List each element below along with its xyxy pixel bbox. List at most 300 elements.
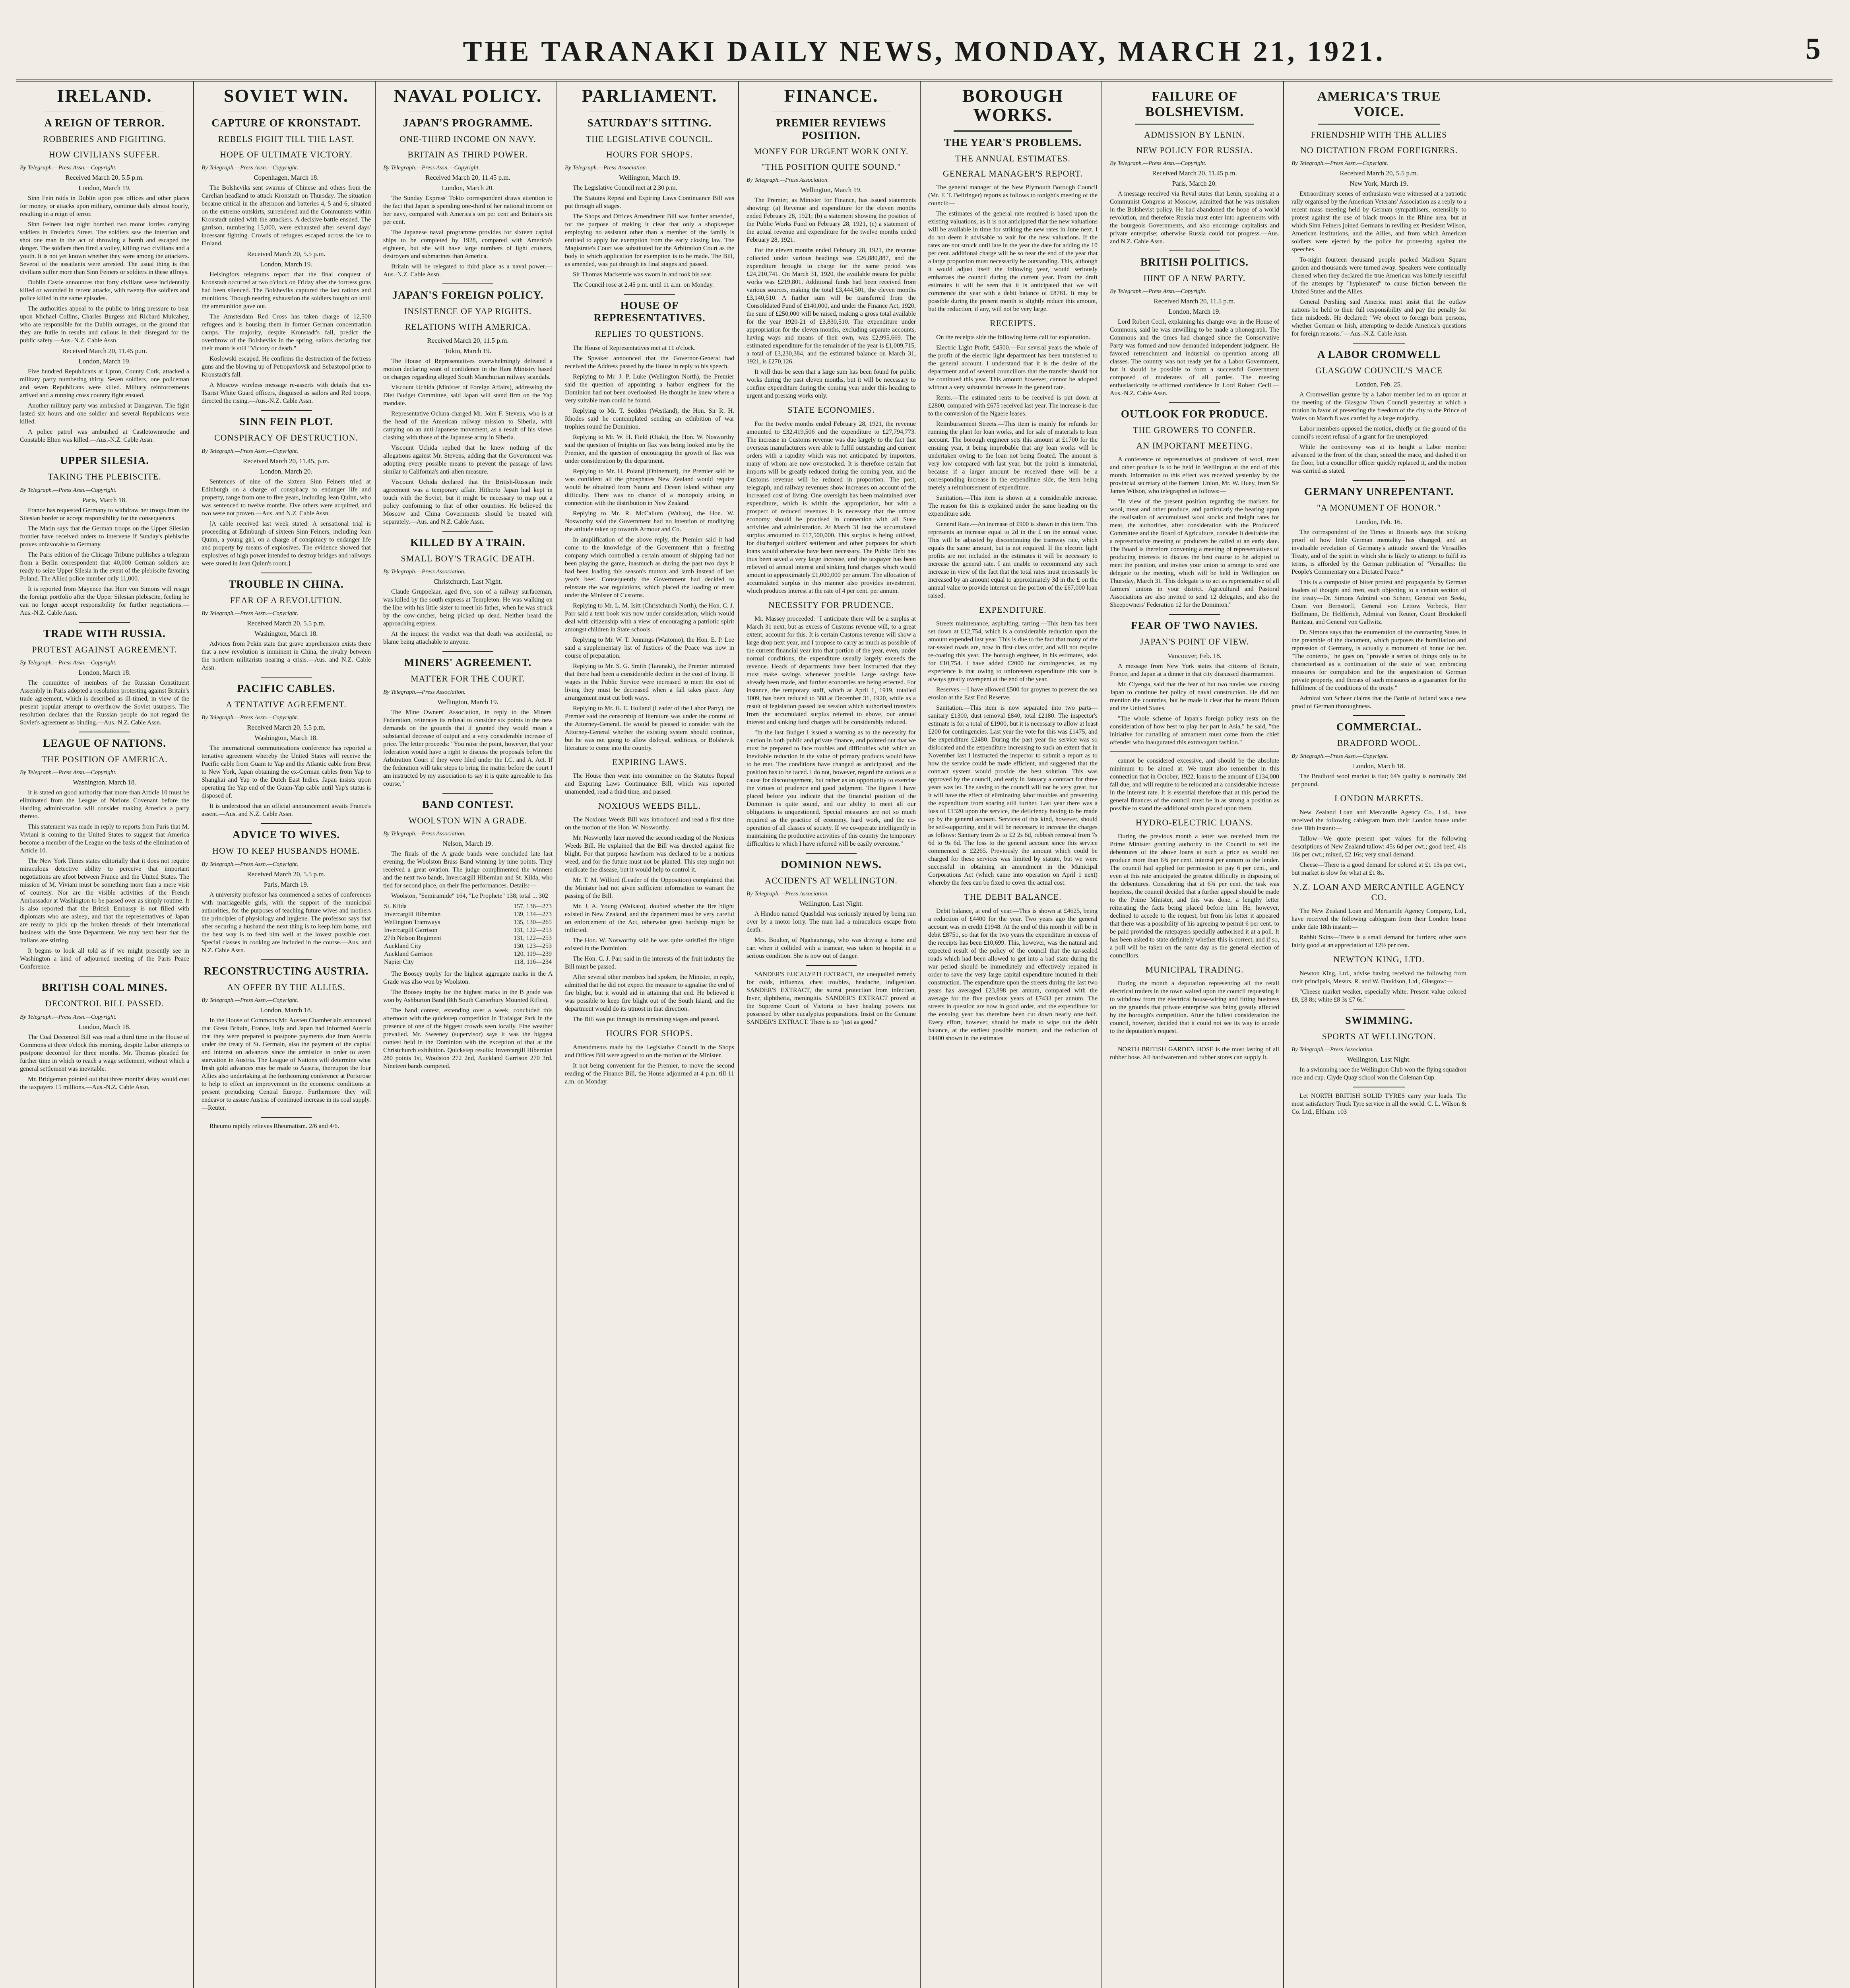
subheadline: ACCIDENTS AT WELLINGTON. (765, 876, 898, 885)
article-paragraph: Replying to Mr. S. G. Smith (Taranaki), the Premier intimated that there had been a considerable decline in the cost of living. If wages in the Public Service were increased to meet the cost of living they must be decreased when a fall takes place. Any arrangement must cut both ways. (565, 662, 734, 701)
subheadline: LONDON MARKETS. (1334, 793, 1423, 804)
article-paragraph: The Legislative Council met at 2.30 p.m. (573, 184, 677, 192)
article-paragraph: The committee of members of the Russian Constituent Assembly in Paris adopted a resolution protesting against Britain's trade agreement, which is described as ill-timed, in view of the present popular attempt to overthrow the Soviet usurpers. The resolution declares that the Russian people do not regard the Soviet's agreement as binding.—Aus.-N.Z. Cable Assn. (20, 679, 189, 726)
article-paragraph: A Cromwellian gesture by a Labor member led to an uproar at the meeting of the Glasgow Town Council yesterday at which a motion in favor of presenting the freedom of the city to the Prince of Wales on March 8 was carried by a large majority. (1292, 391, 1466, 422)
headline: SWIMMING. (1345, 1014, 1413, 1026)
received-line: Received March 20, 5.5 p.m. (247, 250, 326, 258)
received-line: Received March 20, 11.45 p.m. (1152, 169, 1237, 177)
subheadline: BRITAIN AS THIRD POWER. (407, 149, 528, 159)
divider (1353, 715, 1405, 716)
band-score: 139, 134—273 (514, 911, 552, 918)
byline: By Telegraph.—Press Association. (747, 891, 829, 897)
article-paragraph: France has requested Germany to withdraw her troops from the Silesian border or accept responsibility for the consequences. (20, 507, 189, 522)
subheadline: THE ANNUAL ESTIMATES. (955, 153, 1070, 163)
received-line: Received March 20, 5.5 p.m. (1340, 169, 1418, 177)
article-paragraph: On the receipts side the following items call for explanation. (936, 334, 1090, 341)
received-line: Received March 20, 5.5 p.m. (65, 174, 144, 182)
article-paragraph: It begins to look all told as if we might presently see in Washington a kind of adjourned meeting of the Paris Peace Conference. (20, 947, 189, 971)
column-2 (198, 82, 376, 1988)
article-paragraph: Mr. J. A. Young (Waikato), doubted whether the fire blight existed in New Zealand, and the department must be very careful on enforcement of the Act, otherwise great hardship might be inflicted. (565, 903, 734, 934)
article-paragraph: Lord Robert Cecil, explaining his change over in the House of Commons, said he was unwilling to be made a phonograph. The Commons and the times had changed since the Conservative Party was formed and now demanded independent judgment. He favored retrenchment and industrial co-operation among all classes. The country was not ready yet for a Labor Government, but it should be possible to form a successful Government composed of moderates of all parties. The meeting enthusiastically re-affirmed confidence in Lord Robert Cecil.—Aus.-N.Z. Cable Assn. (1110, 318, 1279, 397)
article-paragraph: The authorities appeal to the public to bring pressure to bear upon Michael Collins, Charles Burgess and Richard Mulcahey, who are responsible for the Dublin outrages, on the ground that they are futile in results and callous in their disregard for the public safety.—Aus.-N.Z. Cable Assn. (20, 305, 189, 344)
subheadline: A REIGN OF TERROR. (44, 117, 165, 129)
article-paragraph: Sanitation.—This item is now separated into two parts—sanitary £1300, dust removal £840, total £2180. The inspector's estimate is for a total of £1900, but it is necessary to allow at least £200 for contingencies. Last year the vote for this was £1475, and the expenditure £2480. During the past year the service was so dislocated and the expenditure increasing to such an extent that in November last I instructed the inspector to submit a report as to how the service could be made efficient, and suggested that the contract system would provide the best solution. This was approved by the council, and early in January a contract for three years was let. The saving to the council will not be very great, but it will have the effect of eliminating labor troubles and preventing the expenditure from soaring still further. Last year there was a loss of £1320 upon the service, the deficiency having to be made up by the general account. Services of this kind, however, should be self-supporting, and it will be necessary to increase the charges as follows: Sanitary from 2s to £2 2s 6d, rubbish removal from 7s 6d to 9s 6d. The loss to the general account since this service commenced is £2265. Previously the amount which could be charged for these services was limited by statute, but we were successful in obtaining an amendment in the Municipal Corporations Act (which came into operation on April 1 next) whereby the fees can be fixed to cover the actual cost. (928, 705, 1098, 887)
article-paragraph: Cheese—There is a good demand for colored at £1 13s per cwt., but market is slow for what at £1 8s. (1292, 861, 1466, 876)
headline: UPPER SILESIA. (60, 454, 149, 467)
headline: DOMINION NEWS. (780, 858, 882, 870)
article-paragraph: The Speaker announced that the Governor-General had received the Address passed by the House in reply to his speech. (565, 355, 734, 370)
headline: IRELAND. (57, 85, 152, 106)
received-line: Received March 20, 11.5 p.m. (1154, 297, 1235, 305)
subheadline: GLASGOW COUNCIL'S MACE (1315, 365, 1443, 376)
article-paragraph: Britain will be relegated to third place as a naval power.—Aus.-N.Z. Cable Assn. (383, 263, 553, 278)
subheadline: HYDRO-ELECTRIC LOANS. (1136, 817, 1253, 827)
divider (1353, 343, 1405, 344)
subheadline: NEW POLICY FOR RUSSIA. (1136, 145, 1253, 155)
byline: By Telegraph.—Press Assn.—Copyright. (383, 165, 480, 171)
dateline: London, Feb. 25. (1356, 381, 1402, 388)
article-paragraph: The Boosey trophy for the highest aggregate marks in the A Grade was also won by Woolston. (383, 971, 553, 986)
article-paragraph: For the eleven months ended February 28, 1921, the revenue collected under various headings was £26,880,887, and the expenditure brought to charge for the same period was £24,210,741. On March 31, 1920, the available means for public works was £219,801. Additional funds had been received from various sources, making the total £3,444,501, the eleven months £3,140,510. A further sum will be transferred from the Consolidated Fund of £140,000, and under the Finance Act, 1920, the sum of £250,000 will be raised, making a gross total available for the year 1920-21 of £3,830,510. The expenditure under appropriation for the eleven months, excluding separate accounts, having ways and means of their own, was £2,995,669. The estimated expenditure for the remainder of the year is £1,009,715, a total of £3,230,384, and the estimated balance on March 31, 1921, is £270,126. (747, 247, 916, 365)
columns (16, 82, 1833, 1988)
article-paragraph: The band contest, extending over a week, concluded this afternoon with the quickstep competition in Trafalgar Park in the presence of one of the biggest crowds seen locally. Fine weather prevailed. Mr. Sweeney (supervisor) says it was the biggest contest held in the Dominion with the exception of that at the Christchurch exhibition. Quickstep results: Invercargill Hibernian 280 points 1st, Woolston 272 2nd, Auckland Garrison 270 3rd. Nineteen bands competed. (383, 1007, 553, 1070)
article-paragraph: Sir Thomas Mackenzie was sworn in and took his seat. (573, 271, 713, 278)
dateline: Wellington, March 19. (619, 174, 680, 182)
band-name: Invercargill Garrison (384, 927, 438, 934)
column-4 (561, 82, 739, 1988)
article-paragraph: A Hindoo named Quashdal was seriously injured by being run over by a motor lorry. The man had a miraculous escape from death. (747, 911, 916, 934)
advertisement: NORTH BRITISH GARDEN HOSE is the most lasting of all rubber hose. All hardwaremen and rubber stores can supply it. (1110, 1046, 1279, 1061)
subheadline: THE DEBIT BALANCE. (964, 892, 1062, 902)
article-paragraph: Amendments made by the Legislative Council in the Shops and Offices Bill were agreed to on the motion of the Minister. (565, 1044, 734, 1059)
byline: By Telegraph.—Press Assn.—Copyright. (202, 861, 299, 868)
band-score: 157, 136—273 (514, 903, 552, 910)
subheadline: THE YEAR'S PROBLEMS. (944, 136, 1082, 148)
article-paragraph: [A cable received last week stated: A sensational trial is proceeding at Edinburgh of sixteen Sinn Feiners, including Jean Quinn, a young girl, on a charge of conspiracy to endanger life and property by means of explosives. The evidence showed that explosives of high power intended to destroy bridges and railways were stored in Jean Quinn's room.] (202, 520, 371, 567)
article-paragraph: To-night fourteen thousand people packed Madison Square garden and thousands were turned away. Speakers were continually cheered when they declared the true American was bitterly resentful of the attempts by "hyphenated" to cause friction between the United States and the Allies. (1292, 256, 1466, 295)
byline: By Telegraph.—Press Association. (383, 831, 465, 837)
article-paragraph: The Coal Decontrol Bill was read a third time in the House of Commons at three o'clock this morning, despite Labor attempts to postpone decontrol for three months. Mr. Thomas pleaded for further time in which to reach a wage settlement, without which a general settlement was inevitable. (20, 1033, 189, 1072)
divider (261, 410, 312, 411)
advertisement: SANDER'S EUCALYPTI EXTRACT, the unequalled remedy for colds, influenza, chest troubles, headache, indigestion. SANDER'S EXTRACT, the surest protection from infection, fever, diphtheria, meningitis. SANDER'S EXTRACT proved at the Supreme Court of Victoria to have healing powers not possessed by other eucalyptus preparations. Insist on the Genuine SANDER'S EXTRACT. There is no "just as good." (747, 971, 916, 1026)
headline: SINN FEIN PLOT. (239, 415, 333, 428)
dateline: London, March 18. (78, 1023, 131, 1031)
article-paragraph: Replying to Mr. H. E. Holland (Leader of the Labor Party), the Premier said the censorship of literature was under the control of the Attorney-General. He would be pleased to consider with the Attorney-General whether the existing system should continue, but he was not going to allow disloyal, seditious, or Bolshevik literature to come into the country. (565, 705, 734, 751)
masthead (16, 16, 1833, 72)
table-row (383, 950, 553, 958)
article-paragraph: Replying to Mr. L. M. Isitt (Christchurch North), the Hon. C. J. Parr said a text book was now under consideration, which would deal with citizenship with a view of encouraging a patriotic spirit amongst children in State schools. (565, 602, 734, 633)
headline: AMERICA'S TRUE VOICE. (1317, 89, 1441, 120)
dateline: London, Feb. 16. (1356, 518, 1402, 526)
subheadline: PROTEST AGAINST AGREEMENT. (32, 644, 177, 654)
article-paragraph: The Paris edition of the Chicago Tribune publishes a telegram from a Berlin correspondent that 40,000 German soldiers are ready to seize Upper Silesia in the event of the plebiscite favoring Poland. The Allied police number only 11,000. (20, 551, 189, 582)
subheadline: "A MONUMENT OF HONOR." (1317, 503, 1441, 513)
headline: JAPAN'S FOREIGN POLICY. (392, 289, 544, 301)
dateline: Washington, March 18. (254, 630, 318, 637)
byline: By Telegraph.—Press Assn.—Copyright. (20, 487, 117, 493)
dateline: London, March 18. (260, 1006, 312, 1014)
dateline: Washington, March 18. (73, 779, 136, 786)
divider (1169, 250, 1220, 251)
band-score: 135, 130—265 (514, 919, 552, 926)
article-paragraph: Replying to Mr. J. P. Luke (Wellington North), the Premier said the question of appointing a harbor engineer for the Dominion had not been overlooked. He thought he knew where a very suitable man could be found. (565, 373, 734, 404)
article-paragraph: Mr. T. M. Wilford (Leader of the Opposition) complained that the Minister had not given sufficient information to warrant the passing of the Bill. (565, 877, 734, 900)
divider (261, 959, 312, 960)
divider (954, 130, 1072, 132)
headline: HOUSE OF REPRESENTATIVES. (593, 299, 706, 324)
article-paragraph: Admiral von Scheer claims that the Battle of Jutland was a new proof of German thoroughness. (1292, 695, 1466, 710)
subheadline: NOXIOUS WEEDS BILL. (598, 801, 701, 811)
headline: NAVAL POLICY. (394, 85, 542, 106)
article-paragraph: For the twelve months ended February 28, 1921, the revenue amounted to £32,419,506 and the expenditure to £27,794,773. The increase in Customs revenue was due largely to the fact that overseas manufacturers were able to fulfil outstanding and current orders with a rapidity which was not anticipated by importers, many of whom are now overstocked. It is therefore certain that imports will be greatly reduced during the coming year, and the Customs revenue will be reduced in proportion. The post, telegraph, and railway revenues show increases on account of the increased cost of living. One oversight has been maintained over expenditure, which is within the appropriation, but with a prospect of reduced revenues it is necessary that the utmost economy should be practised in connection with all State activities and administration. At March 31 last the accumulated surplus amounted to £17,500,000. This surplus is being utilised, for discharged soldiers' settlement and other purposes for which loans would otherwise have been necessary. The Public Debt has thus been saved a very large increase, and the taxpayer has been relieved of annual interest and sinking fund charges which would amount to approximately £1,000,000 per annum. The allocation of accumulated surplus in this manner also provides investment, which produces interest at the rate of 4 per cent. per annum. (747, 420, 916, 594)
divider (261, 677, 312, 678)
article-paragraph: The Bill was put through its remaining stages and passed. (573, 1016, 719, 1023)
article-paragraph: Five hundred Republicans at Upton, County Cork, attacked a military party numbering thirty. Seven soldiers, one policeman and seven Republicans were killed. Military reinforcements arrived and a running cross country fight ensued. (20, 368, 189, 399)
results-table (383, 903, 553, 966)
subheadline: ONE-THIRD INCOME ON NAVY. (399, 134, 536, 144)
article-paragraph: Tallow—We quote present spot values for the following descriptions of New Zealand tallow: 45s 6d per cwt.; good beef, 41s 16s per cwt.; mixed, £2 16s; very small demand. (1292, 835, 1466, 858)
headline: BRITISH POLITICS. (1140, 256, 1249, 268)
byline: By Telegraph.—Press Assn.—Copyright. (1110, 288, 1207, 295)
article-paragraph: Viscount Uchida declared that the British-Russian trade agreement was a temporary affair. Hitherto Japan had kept in touch with the Soviet, but it might be necessary to map out a policy conforming to that of other countries. He believed the Moscow and China Governments should be treated with separately.—Aus. and N.Z. Cable Assn. (383, 478, 553, 525)
subheadline: ADMISSION BY LENIN. (1144, 130, 1245, 140)
article-paragraph: The Shops and Offices Amendment Bill was further amended, for the purpose of making it clear that only a shopkeeper employing no assistant other than a member of the family is entitled to apply for exemption from the early closing law. The Magistrate's Court was substituted for the Arbitration Court as the body to which application for exemption is to be made. The Bill, as amended, was put through its final stages and passed. (565, 213, 734, 268)
band-name: St. Kilda (384, 903, 407, 910)
article-paragraph: Sinn Feiners last night bombed two motor lorries carrying soldiers in Frederick Street. The soldiers saw the intention and shot one man in the act of throwing a bomb and escaped the danger. The soldiers then fired a volley, killing two civilians and a youth. It is not yet known whether they were among the attackers. Several of the assailants were arrested. The usual thing is that civilians suffer more than Sinn Feiners or soldiers in these affrays. (20, 221, 189, 276)
article-paragraph: The Bradford wool market is flat; 64's quality is nominally 39d per pound. (1292, 773, 1466, 788)
dateline: Wellington, Last Night. (799, 900, 863, 908)
article-paragraph: Debit balance, at end of year.—This is shown at £4625, being a reduction of £4400 for the year. Two years ago the general account was in credit £1948. At the end of this month it will be in debit £8751, so that for the two years the expenditure in excess of the receipts has been £10,699. This, however, was the natural and expected result of the policy of the council that the tar-sealed roads which had been allowed to get into a bad state during the war period should be immediately and effectively repaired in order to save the very large capital expenditure incurred in their construction. The expenditure upon the streets during the last two years has averaged £23,898 per annum, compared with the average for the five previous years of £7433 per annum. The streets in question are now in good order, and the expenditure for the ensuing year has therefore been cut down nearly one half. Every effort, however, should be made to wipe out the debit balance, at the earliest possible moment, and the reduction of £4400 shown in the estimates (928, 907, 1098, 1042)
subheadline: FRIENDSHIP WITH THE ALLIES (1311, 130, 1447, 140)
article-paragraph: It is stated on good authority that more than Article 10 must be eliminated from the League of Nations Covenant before the Harding administration will consider making America a party thereto. (20, 789, 189, 820)
divider (806, 853, 857, 854)
article-paragraph: In a swimming race the Wellington Club won the flying squadron race and cup. Clyde Quay school won the Coleman Cup. (1292, 1066, 1466, 1081)
divider (442, 283, 493, 284)
article-paragraph: Sentences of nine of the sixteen Sinn Feiners tried at Edinburgh on a charge of conspiracy to endanger life and property, range from one to five years, including Jean Quinn, who was sentenced to twelve months. Five others were acquitted, and two were not proven.—Aus. and N.Z. Cable Assn. (202, 478, 371, 517)
article-paragraph: Another military party was ambushed at Dangarvan. The fight lasted six hours and one soldier and several Republicans were killed. (20, 402, 189, 425)
article-paragraph: It is understood that an official announcement awaits France's assent.—Aus. and N.Z. Cable Assn. (202, 803, 371, 818)
article-paragraph: It not being convenient for the Premier, to move the second reading of the Finance Bill, the House adjourned at 4 p.m. till 11 a.m. on Monday. (565, 1062, 734, 1085)
headline: PACIFIC CABLES. (237, 682, 335, 694)
article-paragraph: The House of Representatives met at 11 o'clock. (573, 344, 696, 351)
column-7 (1106, 82, 1284, 1988)
received-line: Received March 20, 11.45 p.m. (62, 347, 147, 355)
column-6 (924, 82, 1102, 1988)
article-paragraph: After several other members had spoken, the Minister, in reply, admitted that he did not expect the measure to signalise the end of fire blight, but it would aid in attaining that end. He believed it was possible to keep fire blight out of the South Island, and the department would do its utmost in that direction. (565, 974, 734, 1013)
subheadline: FEAR OF A REVOLUTION. (230, 595, 343, 605)
byline: By Telegraph.—Press Association. (747, 177, 829, 184)
divider (79, 622, 130, 623)
column-1 (16, 82, 194, 1988)
divider (1169, 614, 1220, 615)
article-paragraph: In amplification of the above reply, the Premier said it had come to the knowledge of the Government that a freezing company which controlled a certain amount of shipping had not been playing the game, inasmuch as during the past two days it had been loading this season's mutton and lamb instead of last year's beef. Consequently the Government had decided to reinstate the war regulations, which placed the loading of meat under the Minister of Customs. (565, 536, 734, 599)
table-row (383, 918, 553, 926)
subheadline: THE LEGISLATIVE COUNCIL. (586, 134, 714, 144)
dateline: Wellington, March 19. (801, 186, 862, 194)
article-paragraph: "In the last Budget I issued a warning as to the necessity for caution in both public and private finance, and pointed out that we must be prepared to face troubles and difficulties with which an inevitable reduction in the value of primary products would have to be met. The conditions have changed as anticipated, and the position has to be faced. I do not, however, regard the outlook as a cause for discouragement, but rather as an opportunity to exercise the virtues of prudence and good judgment. The figures I have placed before you indicate that the financial position of the Dominion is quite sound, and our ability to meet all our obligations is unquestioned. Special measures are not so much required as the practice of economy, hard work, and the co-operation of all classes of society. If we co-operate intelligently in maintaining the productive activities of this country the temporary difficulties to which I have referred will be easily overcome." (747, 729, 916, 847)
headline: RECONSTRUCTING AUSTRIA. (204, 965, 369, 977)
article-paragraph: The Mine Owners' Association, in reply to the Miners' Federation, reiterates its refusal to consider six points in the new demands on the grounds that if granted they would mean a substantial decrease of output and a very considerable increase of price. The letter proceeds: "You raise the point, however, that your federation would have a right to discuss the proposals before the Arbitration Court if they were filed under the I.C. and A. Act. If the federation will take steps to bring the matter before the court I am instructed by my association to say it is quite agreeable to this course." (383, 709, 553, 787)
headline: OUTLOOK FOR PRODUCE. (1121, 408, 1268, 420)
byline: By Telegraph.—Press Assn.—Copyright. (202, 448, 299, 454)
subheadline: CONSPIRACY OF DESTRUCTION. (214, 433, 358, 443)
divider (227, 111, 345, 112)
headline: GERMANY UNREPENTANT. (1304, 485, 1454, 498)
article-paragraph: Reimbursement Streets.—This item is mainly for refunds for running the plant for loan works, and for sale of materials to loan account. The borough engineer sets this amount at £1700 for the ensuing year, it being improbable that any loan works will be undertaken owing to the loan not being floated. The amount is very low compared with last year, but the point is immaterial, because if a larger amount be received there will be a corresponding increase in the expenditure side, the item being merely a reimbursement of expenditure. (928, 420, 1098, 491)
article-paragraph: The Statutes Repeal and Expiring Laws Continuance Bill was put through all stages. (565, 195, 734, 210)
dateline: Paris, March 19. (264, 880, 309, 888)
subheadline: WOOLSTON WIN A GRADE. (408, 815, 527, 825)
headline: KILLED BY A TRAIN. (410, 536, 526, 548)
article-paragraph: The Premier, as Minister for Finance, has issued statements showing: (a) Revenue and expenditure for the eleven months ended February 28, 1921; (b) a statement showing the position of the Public Works Fund on February 28, 1921, (c) a statement of the actual revenue and expenditure for the twelve months ended February 28, 1921. (747, 197, 916, 244)
received-line: Received March 20, 5.5 p.m. (247, 870, 326, 878)
article-paragraph: Advices from Pekin state that grave apprehension exists there that a new revolution is imminent in China, the rivalry between the northern militarists nearing a crisis.—Aus. and N.Z. Cable Assn. (202, 641, 371, 671)
column-8 (1288, 82, 1470, 1988)
article-paragraph: Viscount Uchida (Minister of Foreign Affairs), addressing the Diet Budget Committee, said Japan will stand firm on the Yap mandate. (383, 384, 553, 407)
article-paragraph: The Matin says that the German troops on the Upper Silesian frontier have received orders to intervene if Sunday's plebiscite proves unfavorable to Germany. (20, 525, 189, 548)
article-paragraph: Electric Light Profit, £4500.—For several years the whole of the profit of the electric light department has been transferred to the general account. I understand that it is the desire of the department and of several councillors that the transfer should not be continued this year. This amount however, cannot be adopted without a very substantial increase in the general rate. (928, 344, 1098, 391)
dateline: London, March 20. (442, 184, 494, 192)
article-paragraph: In the House of Commons Mr. Austen Chamberlain announced that Great Britain, France, Italy and Japan had informed Austria that they were prepared to postpone payments due from Austria under the treaty of St. Germain, also the payment of the capital and interest on advances since the armistice in order to avert starvation in Austria. The League of Nations will determine what fresh gold advances may be made to Austria, thereupon the four Allies also undertaking at the forthcoming conference at Portorose to help to effect an improvement in the economic conditions at present prejudicing Central Europe. Furthermore they will endeavor to assure Austria of continued increase in its coal supply.—Reuter. (202, 1017, 371, 1112)
subheadline: INSISTENCE OF YAP RIGHTS. (404, 306, 532, 316)
article-paragraph: Labor members opposed the motion, chiefly on the ground of the council's recent refusal of a grant for the unemployed. (1292, 425, 1466, 441)
subheadline: STATE ECONOMIES. (787, 405, 875, 415)
divider (590, 111, 709, 112)
article-paragraph: While the controversy was at its height a Labor member advanced to the front of the chair, seized the mace, and dashed it on the floor, but a councillor officer quickly replaced it, and the motion was carried as stated. (1292, 444, 1466, 475)
subheadline: REBELS FIGHT TILL THE LAST. (218, 134, 355, 144)
subheadline: HOURS FOR SHOPS. (606, 149, 693, 159)
article-paragraph: The Japanese naval programme provides for sixteen capital ships to be completed by 1928, compared with America's eighteen, but she will have large numbers of light cruisers, destroyers and submarines than America. (383, 229, 553, 260)
article-paragraph: It is reported from Mayence that Herr von Simons will resign the foreign portfolio after the Upper Silesian plebiscite, feeling he can no longer accept responsibility for further negotiations.—Aus.-N.Z. Cable Assn. (20, 585, 189, 616)
byline: By Telegraph.—Press Association. (1292, 1046, 1374, 1053)
page-number: 5 (1805, 32, 1821, 66)
subheadline: SMALL BOY'S TRAGIC DEATH. (401, 553, 535, 563)
headline: FINANCE. (784, 85, 878, 106)
masthead-title: THE TARANAKI DAILY NEWS, MONDAY, MARCH 21, 1921. (463, 35, 1386, 67)
byline: By Telegraph.—Press Assn.—Copyright. (202, 714, 299, 721)
band-score: 131, 122—253 (514, 935, 552, 942)
subheadline: "THE POSITION QUITE SOUND." (761, 161, 901, 172)
subheadline: NECESSITY FOR PRUDENCE. (768, 600, 894, 610)
article-paragraph: The general manager of the New Plymouth Borough Council (Mr. F. T. Bellringer) reports as follows to tonight's meeting of the council:— (928, 184, 1098, 207)
dateline: Vancouver, Feb. 18. (1167, 652, 1222, 660)
article-paragraph: "In view of the present position regarding the markets for wool, meat and other produce, and particularly the bearing upon the realisation of accumulated wool stocks and freight rates for meat, the authorities, after consideration with the Producers' Committee and the Board of Agriculture, consider it desirable that a representative meeting of producers be called at an early date. The Board is therefore convening a meeting of representatives of producing interests to discuss the best course to be adopted to meet the position, and invites your union to arrange to send one delegate to the meeting, which will be held in Wellington on Thursday, March 31. This delegate is to act as representative of all farmers' unions in your district. Agricultural and Pastoral Associations are also invited to send 12 delegates, and also the Sheepowners' Federation 12 for the Dominion." (1110, 498, 1279, 609)
subheadline: HOW CIVILIANS SUFFER. (48, 149, 161, 159)
dateline: Christchurch, Last Night. (433, 578, 502, 586)
article-paragraph: During the month a deputation representing all the retail electrical traders in the town waited upon the council requesting it to withdraw from the electrical house-wiring and fitting business on the grounds that private enterprise was being greatly affected by the borough's competition. After the fullest consideration the council, however, decided that it could not see its way to accede to the deputation's request. (1110, 980, 1279, 1035)
article-paragraph: Mr. Bridgeman pointed out that three months' delay would cost the taxpayers 15 millions.—Aus.-N.Z. Cable Assn. (20, 1076, 189, 1091)
divider (79, 449, 130, 450)
article-paragraph: It will thus be seen that a large sum has been found for public works during the past eleven months, but it will be necessary to confine expenditure during the coming year under this heading to urgent and pressing works only. (747, 369, 916, 400)
subheadline: A TENTATIVE AGREEMENT. (226, 699, 347, 710)
subheadline: AN IMPORTANT MEETING. (1136, 440, 1253, 450)
received-line: Received March 20, 5.5 p.m. (247, 619, 326, 627)
subheadline: HOW TO KEEP HUSBANDS HOME. (212, 846, 360, 856)
divider (1353, 1009, 1405, 1010)
headline: TROUBLE IN CHINA. (229, 578, 344, 590)
byline: By Telegraph.—Press Assn.—Copyright. (20, 1013, 117, 1020)
article-paragraph: The finals of the A grade bands were concluded late last evening, the Woolston Brass Band winning by nine points. They received a great ovation. The judge complimented the winners and the next two bands, Invercargill Hibernian and St. Kilda, who tied for second place, on their fine performances. Details:— (383, 850, 553, 889)
article-paragraph: A message received via Reval states that Lenin, speaking at a Communist Congress at Moscow, admitted that he was mistaken in the Bolshevist policy. He had abandoned the hope of a world revolution, and therefore Russia must enter into agreements with the bourgeois Governments, and also encourage capitalists and private enterprise; otherwise Russia could not progress.—Aus. and N.Z. Cable Assn. (1110, 190, 1279, 245)
article-paragraph: The House of Representatives overwhelmingly defeated a motion declaring want of confidence in the Hara Ministry based on charges regarding alleged South Manchurian railway scandals. (383, 357, 553, 381)
received-line: Received March 20, 11.45 p.m. (425, 174, 510, 182)
article-paragraph: A Moscow wireless message re-asserts with details that ex-Tsarist White Guard officers, disguised as sailors and Red troops, directed the rising.—Aus.-N.Z. Cable Assn. (202, 382, 371, 405)
article-paragraph: During the previous month a letter was received from the Prime Minister granting authority to the Council to sell the debentures of the above loans at such a price as would not produce more than 6¾ per cent. interest per annum to the lender. The council had applied for permission to pay 6 per cent., and even at this rate anticipated the greatest difficulty in disposing of the debentures. Considering that at 6¾ per cent. the task was hopeless, the council decided that a further appeal should be made to the Prime Minister, and this was done, a lengthy letter reiterating the facts being placed before him. He, however, declined to accede to the request, but from his letter it appeared that there was a possibility of his agreeing to permit 6 per cent. to be paid provided the ratepayers specially authorised it at a poll. It has been asked to state definitely whether this is correct, and if so, a poll will be taken on the same day as the general election of councillors. (1110, 833, 1279, 959)
article-paragraph: Replying to Mr. T. Seddon (Westland), the Hon. Sir R. H. Rhodes said he contemplated sending an exhibition of war trophies round the Dominion. (565, 407, 734, 430)
band-name: 27th Nelson Regiment (384, 935, 441, 942)
article-paragraph: The Amsterdam Red Cross has taken charge of 12,500 refugees and is housing them in former German concentration camps. The majority, despite Kronstadt's fall, predict the overthrow of the Bolsheviks in the spring, sailors declaring that their motto is still "Victory or death." (202, 313, 371, 352)
subheadline: RELATIONS WITH AMERICA. (405, 321, 531, 332)
article-paragraph: Streets maintenance, asphalting, tarring.—This item has been set down at £12,754, which is a considerable reduction upon the amount expended last year. This is due to the fact that many of the tar-sealed roads are, now in first-class order, and will not require re-coating this year. The borough engineer, in his estimates, asks for £10,754. I have added £2000 for contingencies, as my experience is that owing to unforeseen expenditure this vote is always greatly overspent at the end of the year. (928, 620, 1098, 683)
dateline: Tokio, March 19. (444, 347, 491, 355)
divider (45, 111, 164, 112)
article-paragraph: cannot be considered excessive, and should be the absolute minimum to be aimed at. We must also remember in this connection that in October, 1922, loans to the amount of £134,000 fall due, and will require to be relocated at a considerable increase in the interest rate. It is essential therefore that at this period the general finances of the council must be in as strong a position as possible to stand the additional strain placed upon them. (1110, 757, 1279, 812)
article-paragraph: Sanitation.—This item is shown at a considerable increase. The reason for this is explained under the same heading on the expenditure side. (928, 494, 1098, 517)
column-5 (743, 82, 921, 1988)
byline: By Telegraph.—Press Association. (565, 165, 647, 171)
headline: ADVICE TO WIVES. (232, 829, 340, 841)
subheadline: HOPE OF ULTIMATE VICTORY. (220, 149, 353, 159)
band-name: Invercargill Hibernian (384, 911, 441, 918)
subheadline: MUNICIPAL TRADING. (1145, 965, 1244, 975)
subheadline: PREMIER REVIEWS POSITION. (776, 117, 886, 142)
divider (79, 976, 130, 977)
byline: By Telegraph.—Press Assn.—Copyright. (202, 610, 299, 617)
subheadline: AN OFFER BY THE ALLIES. (227, 982, 345, 992)
dateline: London, March 18. (1353, 762, 1405, 770)
byline: By Telegraph.—Press Assn.—Copyright. (20, 165, 117, 171)
results-line: Woolston, "Semiramide" 164, "Le Prophete" 138; total ... 302 (391, 893, 549, 900)
byline: By Telegraph.—Press Assn.—Copyright. (20, 769, 117, 776)
subheadline: GENERAL MANAGER'S REPORT. (942, 169, 1083, 179)
headline: PARLIAMENT. (582, 85, 718, 106)
dateline: New York, March 19. (1350, 179, 1408, 187)
article-paragraph: Replying to Mr. H. Poland (Ohinemuri), the Premier said he was confident all the phosphates New Zealand would require would be obtained from Nauru and Ocean Island without any difficulty. There was no chance of a monopoly arising in connection with the distribution in New Zealand. (565, 468, 734, 507)
subheadline: RECEIPTS. (990, 318, 1036, 328)
byline: By Telegraph.—Press Assn.—Copyright. (1292, 160, 1388, 167)
headline: MINERS' AGREEMENT. (404, 656, 532, 669)
byline: By Telegraph.—Press Association. (383, 689, 465, 695)
article-paragraph: The Boosey trophy for the highest marks in the B grade was won by Ashburton Band (8th South Canterbury Mounted Rifles). (383, 989, 553, 1004)
table-row (383, 942, 553, 950)
article-paragraph: Newton King, Ltd., advise having received the following from their principals, Messrs. R. and W. Davidson, Ltd., Glasgow:— (1292, 970, 1466, 985)
subheadline: NO DICTATION FROM FOREIGNERS. (1300, 145, 1458, 155)
article-paragraph: The New York Times states editorially that it does not require miraculous detective ability to perceive that important negotiations are afoot between France and the United States. The mission of M. Viviani must be something more than a mere visit of courtesy. Nor are the visible activities of the French Ambassador at Washington to be passed over as simply routine. It is also reported that the British Embassy is not filled with diplomats who are asleep, and that the representatives of Japan are ready to pick up the broken threads of their international business with the State Department. We may next hear that the Italians are stirring. (20, 858, 189, 944)
divider (442, 793, 493, 794)
article-paragraph: New Zealand Loan and Mercantile Agency Co., Ltd., have received the following cablegram from their London house under date 18th instant:— (1292, 809, 1466, 832)
article-paragraph: Dr. Simons says that the enumeration of the contracting States in the preamble of the document, which purposes the humiliation and repression of Germany, is actually a monument of honor for her. "The contents," he goes on, "provide a series of things only to be characterised as a continuation of the state of war, embracing measures for compulsion and for the sequestration of German private property, and threats of such measures as a guarantee for the fulfilment of the conditions of the treaty." (1292, 629, 1466, 691)
divider (409, 111, 527, 112)
divider (261, 823, 312, 824)
article-paragraph: The Hon. W. Nosworthy said he was quite satisfied fire blight existed in the Dominion. (565, 937, 734, 952)
band-name: Auckland City (384, 943, 421, 950)
dateline: Paris, March 20. (1172, 179, 1217, 187)
article-paragraph: The New Zealand Loan and Mercantile Agency Company, Ltd., have received the following cablegram from their London house under date 18th instant:— (1292, 908, 1466, 931)
subheadline: JAPAN'S PROGRAMME. (403, 117, 533, 129)
divider (1135, 124, 1254, 125)
subheadline: SATURDAY'S SITTING. (587, 117, 712, 129)
table-row (383, 934, 553, 942)
subheadline: SPORTS AT WELLINGTON. (1322, 1031, 1436, 1041)
subheadline: REPLIES TO QUESTIONS. (595, 329, 704, 339)
divider (772, 111, 890, 112)
article-paragraph: At the inquest the verdict was that death was accidental, no blame being attachable to anyone. (383, 631, 553, 646)
divider (442, 651, 493, 652)
article-paragraph: Replying to Mr. W. T. Jennings (Waitomo), the Hon. E. P. Lee said a supplementary list of Justices of the Peace was now in course of preparation. (565, 636, 734, 659)
article-paragraph: This is a composite of bitter protest and propaganda by German leaders of thought and men, each objecting to a certain section of the treaty—Dr. Simons Admiral von Scheer, General von Seekt, Count von Bernstorff, General von Lettow Vorbeck, Herr Hoffmann, Dr. Helfferich, Admiral von Reuter, Count Brockdorff Rantzau, and General von Gallwitz. (1292, 579, 1466, 625)
article-paragraph: The Council rose at 2.45 p.m. until 11 a.m. on Monday. (573, 282, 714, 289)
article-paragraph: Replying to Mr. R. McCallum (Wairau), the Hon. W. Nosworthy said the Government had no intention of modifying the attitude taken up towards Armour and Co. (565, 510, 734, 533)
byline: By Telegraph.—Press Assn.—Copyright. (202, 997, 299, 1004)
article-paragraph: Koslowski escaped. He confirms the destruction of the fortress guns and the blowing up of Petropavlovsk and Sebastopol prior to Kronstadt's fall. (202, 355, 371, 379)
dateline: Wellington, Last Night. (1347, 1056, 1411, 1064)
band-score: 130, 123—253 (514, 943, 552, 950)
headline: LEAGUE OF NATIONS. (43, 737, 166, 749)
article-paragraph: The estimates of the general rate required is based upon the existing valuations, as it is not anticipated that the new valuations will be available in time for striking the new rates in June next. I do not deem it advisable to wait for the new valuations. If the rates are not struck until late in the year the date for adding the 10 per cent. additional charge will be so near the end of the year that a large proportion must necessarily be outstanding. This, although it would adjust itself the following year, would seriously embarrass the council during the current year. From the draft estimates it will be seen that it is anticipated that we will commence the year with a debit balance of £8761. It may be possible during the present month to slightly reduce this amount, but the reduction, if any, will not be very large. (928, 210, 1098, 313)
divider (1169, 1040, 1220, 1041)
subheadline: BRADFORD WOOL. (1337, 738, 1421, 748)
headline: BAND CONTEST. (422, 798, 514, 810)
byline: By Telegraph.—Press Assn.—Copyright. (20, 660, 117, 666)
subheadline: JAPAN'S POINT OF VIEW. (1140, 637, 1249, 647)
article-paragraph: Mr. Ciyenga, said that the fear of but two navies was causing Japan to continue her policy of naval construction. He did not mention the countries, but he made it clear that he meant Britain and the United States. (1110, 681, 1279, 712)
article-paragraph: Claude Gruppelaar, aged five, son of a railway surfaceman, was killed by the south express at Templeton. He was walking on the line with his little sister to meet his father, when he was struck by the cow-catcher, being picked up dead. Neither heard the approaching express. (383, 588, 553, 627)
article-paragraph: Sinn Fein raids in Dublin upon post offices and other places for money, or attacks upon military, continue daily almost hourly, resulting in a reign of terror. (20, 195, 189, 218)
headline: COMMERCIAL. (1336, 720, 1422, 733)
dateline: Washington, March 18. (254, 734, 318, 742)
divider (1318, 124, 1440, 125)
article-paragraph: Replying to Mr. W. H. Field (Otaki), the Hon. W. Nosworthy said the question of freights on flax was being looked into by the Premier, and the question of encouraging the growth of flax was under consideration by the department. (565, 433, 734, 464)
article-paragraph: General Pershing said America must insist that the outlaw nations be held to their full responsibility and pay the penalty for their misdeeds. He declared: "We object to foreign born persons, whether German or Irish, attempting to decide America's questions for foreign reasons."—Aus.-N.Z. Cable Assn. (1292, 298, 1466, 337)
band-name: Auckland Garrison (384, 951, 433, 958)
divider (442, 531, 493, 532)
dateline: London, March 19. (78, 357, 131, 365)
article-paragraph: Dublin Castle announces that forty civilians were incidentally killed or wounded in recent attacks, with twenty-five soldiers and police killed in the same episodes. (20, 279, 189, 302)
divider (1110, 751, 1279, 752)
article-paragraph: The House then went into committee on the Statutes Repeal and Expiring Laws Continuance Bill, which was reported unamended, read a third time, and passed. (565, 773, 734, 795)
divider (261, 1117, 312, 1118)
headline: A LABOR CROMWELL (1317, 348, 1441, 360)
article-paragraph: Extraordinary scenes of enthusiasm were witnessed at a patriotic rally organised by the American Veterans' Association as a reply to a recent mass meeting held by German sympathisers, ostensibly to protest against the use of black troops in the Rhine area, but at which Sinn Feiners joined Germans in reviling ex-President Wilson, American institutions, and the Allies, and from which American soldiers were ejected by the police for protesting against the speeches. (1292, 190, 1466, 253)
dateline: London, March 18. (78, 669, 131, 676)
byline: By Telegraph.—Press Assn.—Copyright. (1292, 753, 1388, 760)
subheadline: HINT OF A NEW PARTY. (1143, 273, 1246, 283)
article-paragraph: General Rate.—An increase of £900 is shown in this item. This represents an increase equal to 2d in the £ on the annual value. This will be adjusted by discontinuing the tramway rate, which equals the same amount, but is not required. If the electric light profits are not included in the estimates it will be necessary to increase the general rate. I am unable to recommend any such increase in view of the fact that the total rates must necessarily be increased by an amount equal to approximately 3d in the £ on the annual value to provide interest on the portion of the £67,000 loan raised. (928, 520, 1098, 599)
article-paragraph: This statement was made in reply to reports from Paris that M. Viviani is coming to the United States to suggest that America become a member of the League on the basis of the elimination of Article 10. (20, 823, 189, 854)
subheadline: NEWTON KING, LTD. (1333, 954, 1425, 965)
article-paragraph: Rents.—The estimated rents to be received is put down at £2800, compared with £675 received last year. The increase is due to the conversion of the Ngaere leases. (928, 394, 1098, 417)
article-paragraph: The Noxious Weeds Bill was introduced and read a first time on the motion of the Hon. W. Nosworthy. (565, 816, 734, 831)
table-row (383, 926, 553, 934)
subheadline: HOURS FOR SHOPS. (606, 1028, 693, 1039)
divider (1353, 480, 1405, 481)
article-paragraph: A message from New York states that citizens of Britain, France, and Japan at a dinner in that city discussed disarmament. (1110, 662, 1279, 678)
byline: By Telegraph.—Press Assn.—Copyright. (1110, 160, 1207, 167)
dateline: London, March 20. (260, 467, 312, 475)
article-paragraph: Mr. Massey proceeded: "I anticipate there will be a surplus at March 31 next, but as excess of Customs revenue will, to a great extent, account for this. It is certain Customs revenue will show a large drop next year, and I propose to carry as much as possible of the current financial year into that portion of the year, even, under normal conditions, the expenditure usually largely exceeds the revenue. Heads of departments have been instructed that they must make savings whenever possible. Large savings have already been made, and further economies are being effected. For instance, the temporary staff, which at April 1, 1919, totalled 1009, has been reduced to 388 at December 31, 1920, while as a result of legislation passed last session which authorised transfers from the accumulated surplus referred to above, our annual interest and sinking fund charges will be considerably reduced. (747, 615, 916, 726)
headline: BRITISH COAL MINES. (41, 981, 168, 994)
band-name: Wellington Tramways (384, 919, 440, 926)
subheadline: DECONTROL BILL PASSED. (45, 998, 164, 1009)
article-paragraph: Mrs. Boulter, of Ngahauranga, who was driving a horse and cart when it collided with a tramcar, was taken to hospital in a serious condition. She is now out of danger. (747, 937, 916, 960)
article-paragraph: Mr. Nosworthy later moved the second reading of the Noxious Weeds Bill. He explained that the Bill was directed against fire blight. For that purpose hawthorn was declared to be a noxious weed, and for the future must not be planted. This step might not eradicate the disease, but it would help to control it. (565, 835, 734, 874)
article-paragraph: The Hon. C. J. Parr said in the interests of the fruit industry the Bill must be passed. (565, 955, 734, 971)
headline: TRADE WITH RUSSIA. (43, 627, 166, 639)
article-paragraph: Viscount Uchida replied that he knew nothing of the allegations against Mr. Stevens, adding that the Government was adopting every possible means to prevent the passage of laws similar to California's anti-alien measure. (383, 444, 553, 475)
article-paragraph: Reserves.—I have allowed £500 for groynes to prevent the sea erosion at the East End Reserve. (928, 686, 1098, 701)
advertisement: Rheumo rapidly relieves Rheumatism. 2/6 and 4/6. (209, 1123, 339, 1130)
subheadline: MATTER FOR THE COURT. (411, 674, 525, 684)
